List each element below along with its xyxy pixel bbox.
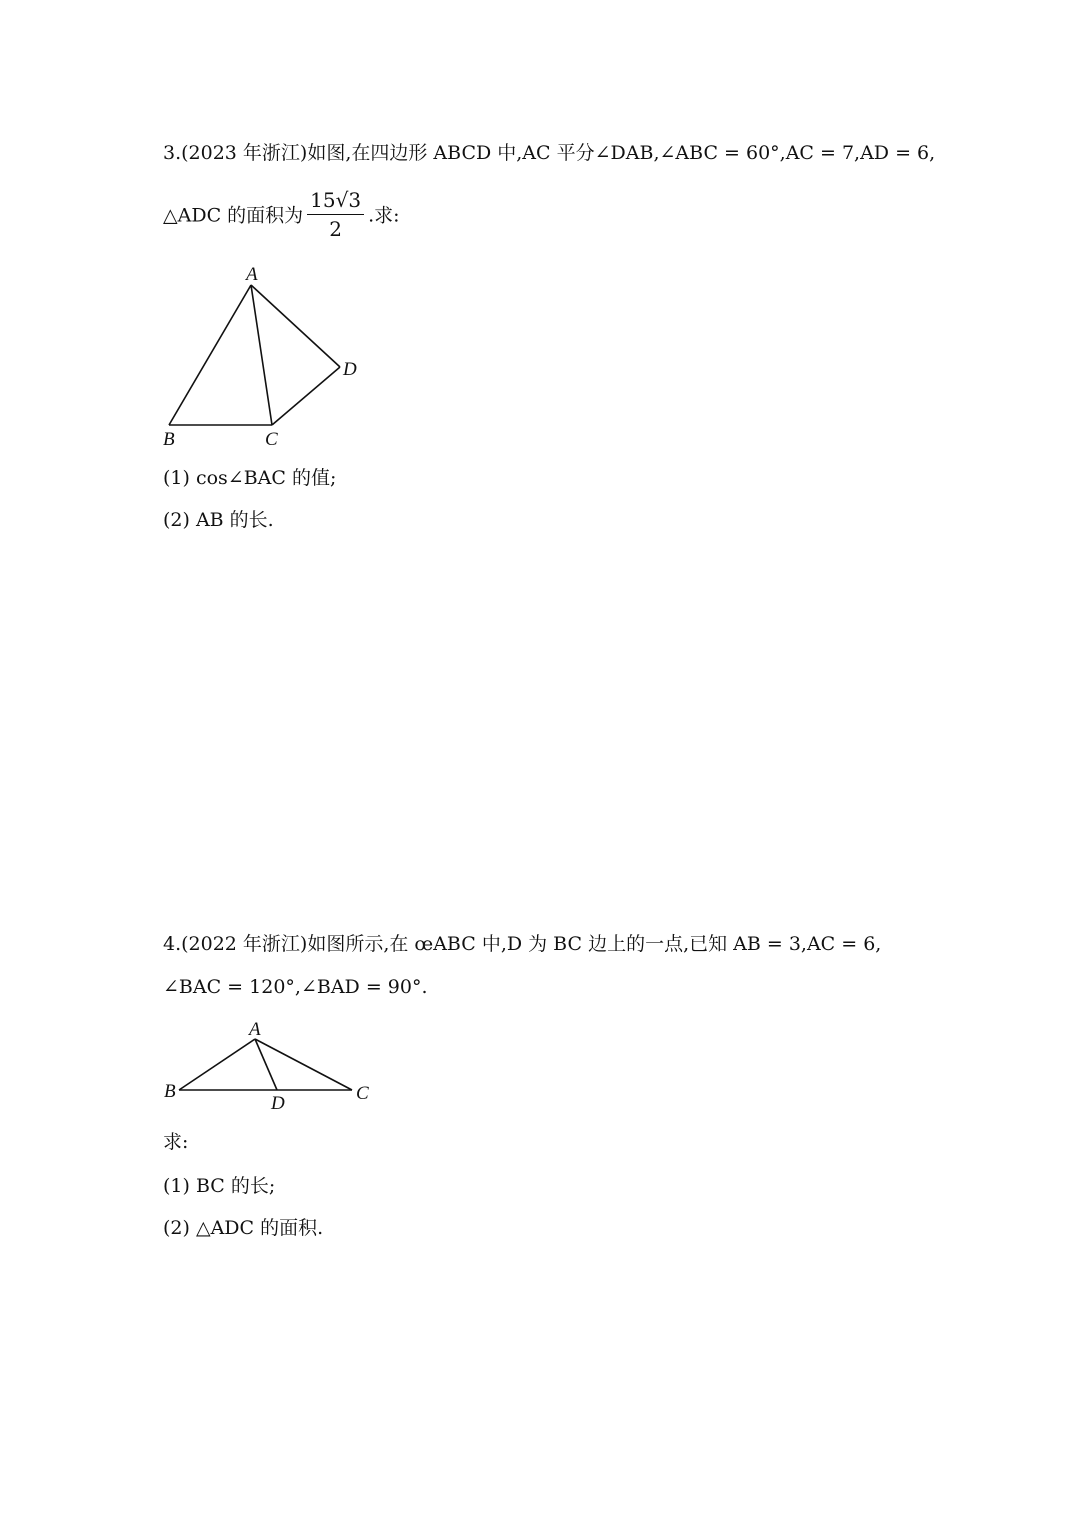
fraction-numerator: 15√3: [307, 188, 364, 215]
problem3-area-text: △ADC 的面积为: [163, 204, 304, 227]
vertex-label-d: D: [343, 359, 357, 380]
segment-ac: [251, 285, 272, 425]
segment-ab: [179, 1039, 255, 1090]
vertex-label-a: A: [249, 1019, 261, 1040]
vertex-label-b: B: [163, 429, 175, 450]
problem3-statement-line2: [163, 190, 400, 243]
problem4-ask: 求:: [163, 1131, 189, 1153]
fraction-denominator: 2: [329, 217, 342, 241]
vertex-label-c: C: [265, 429, 278, 450]
problem3-ask-text: .求:: [368, 204, 400, 227]
vertex-label-a: A: [246, 264, 258, 285]
problem4-question2: (2) △ADC 的面积.: [163, 1217, 324, 1239]
segment-ac: [255, 1039, 352, 1090]
segment-ab: [169, 285, 251, 425]
segment-ad: [251, 285, 340, 367]
problem3-question1: (1) cos∠BAC 的值;: [163, 467, 337, 489]
vertex-label-d: D: [271, 1093, 285, 1114]
vertex-label-c: C: [356, 1083, 369, 1104]
segment-ad: [255, 1039, 277, 1090]
area-fraction: [307, 188, 364, 241]
problem3-statement-line1: 3.(2023 年浙江)如图,在四边形 ABCD 中,AC 平分∠DAB,∠ABC = 60°,AC = 7,AD = 6,: [163, 142, 936, 164]
quadrilateral-abcd-figure: [155, 258, 375, 453]
problem3-question2: (2) AB 的长.: [163, 509, 274, 531]
triangle-abc-figure: [155, 1015, 385, 1115]
segment-cd: [272, 367, 340, 425]
problem4-statement-line2: ∠BAC = 120°,∠BAD = 90°.: [163, 976, 428, 998]
vertex-label-b: B: [164, 1081, 176, 1102]
problem4-statement-line1: 4.(2022 年浙江)如图所示,在 œABC 中,D 为 BC 边上的一点,已知 AB = 3,AC = 6,: [163, 933, 882, 955]
problem4-question1: (1) BC 的长;: [163, 1175, 276, 1197]
